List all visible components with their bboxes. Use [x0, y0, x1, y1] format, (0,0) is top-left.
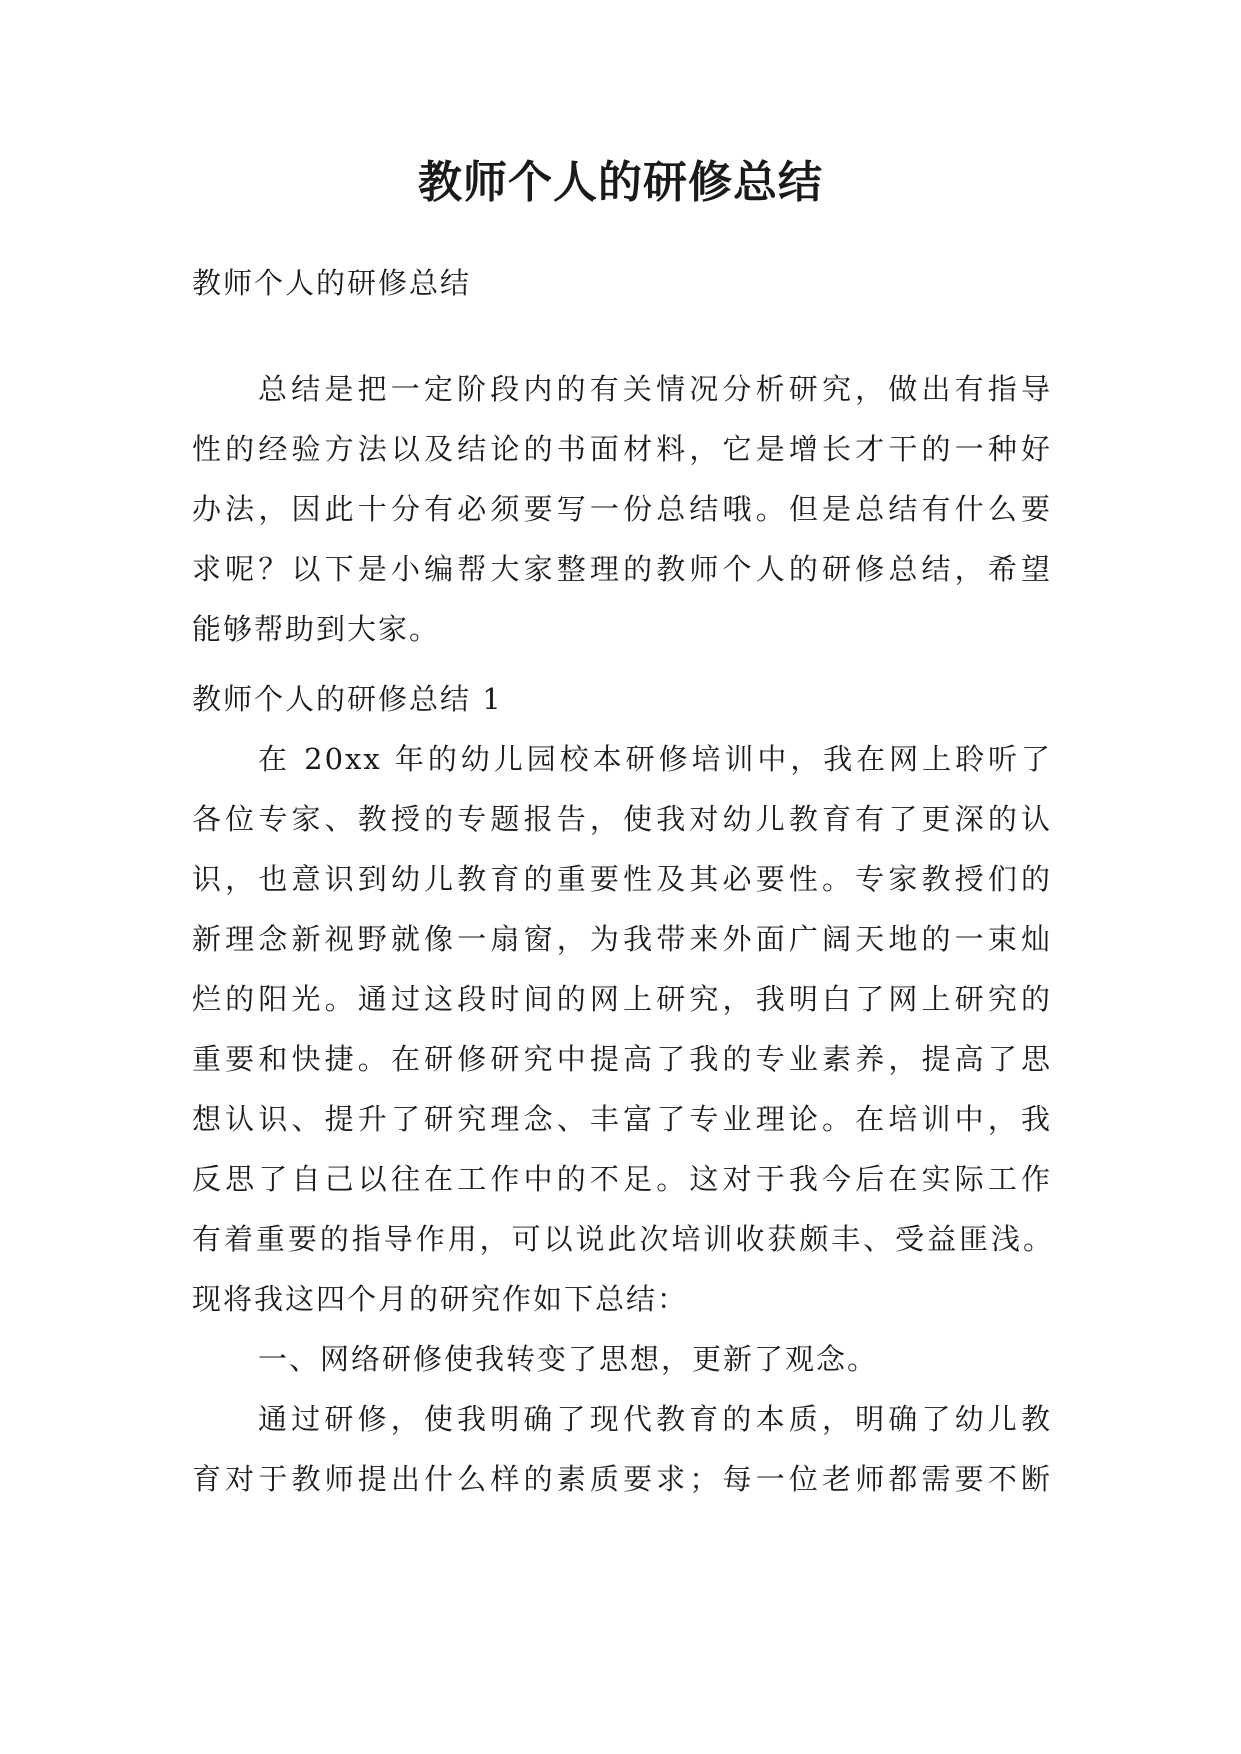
section-line: 重要和快捷。在研修研究中提高了我的专业素养，提高了思 [192, 1042, 1052, 1076]
section-line: 现将我这四个月的研究作如下总结： [192, 1282, 689, 1316]
section-line: 有着重要的指导作用，可以说此次培训收获颇丰、受益匪浅。 [192, 1222, 1052, 1256]
intro-line: 求呢？以下是小编帮大家整理的教师个人的研修总结，希望 [192, 552, 1052, 586]
section-line: 在 20xx 年的幼儿园校本研修培训中，我在网上聆听了 [258, 742, 1052, 776]
document-title: 教师个人的研修总结 [418, 157, 823, 208]
section-line: 想认识、提升了研究理念、丰富了专业理论。在培训中，我 [192, 1102, 1052, 1136]
intro-paragraph [192, 359, 1052, 659]
section-line: 育对于教师提出什么样的素质要求；每一位老师都需要不断 [192, 1462, 1052, 1496]
intro-line: 性的经验方法以及结论的书面材料，它是增长才干的一种好 [192, 432, 1052, 466]
section-line: 反思了自己以往在工作中的不足。这对于我今后在实际工作 [192, 1162, 1052, 1196]
section-line: 各位专家、教授的专题报告，使我对幼儿教育有了更深的认 [192, 802, 1052, 836]
intro-line: 办法，因此十分有必须要写一份总结哦。但是总结有什么要 [192, 492, 1052, 526]
document-subtitle: 教师个人的研修总结 [192, 266, 472, 300]
intro-line: 能够帮助到大家。 [192, 612, 441, 646]
intro-line: 总结是把一定阶段内的有关情况分析研究，做出有指导 [258, 372, 1052, 406]
section-line: 识，也意识到幼儿教育的重要性及其必要性。专家教授们的 [192, 862, 1052, 896]
section-line: 烂的阳光。通过这段时间的网上研究，我明白了网上研究的 [192, 982, 1052, 1016]
document-subtitle-block [192, 253, 1052, 313]
section-subheading: 一、网络研修使我转变了思想，更新了观念。 [258, 1342, 879, 1376]
section-line: 新理念新视野就像一扇窗，为我带来外面广阔天地的一束灿 [192, 922, 1052, 956]
section-heading: 教师个人的研修总结 1 [192, 682, 503, 716]
section-1 [192, 669, 1052, 1509]
section-line: 通过研修，使我明确了现代教育的本质，明确了幼儿教 [258, 1402, 1052, 1436]
